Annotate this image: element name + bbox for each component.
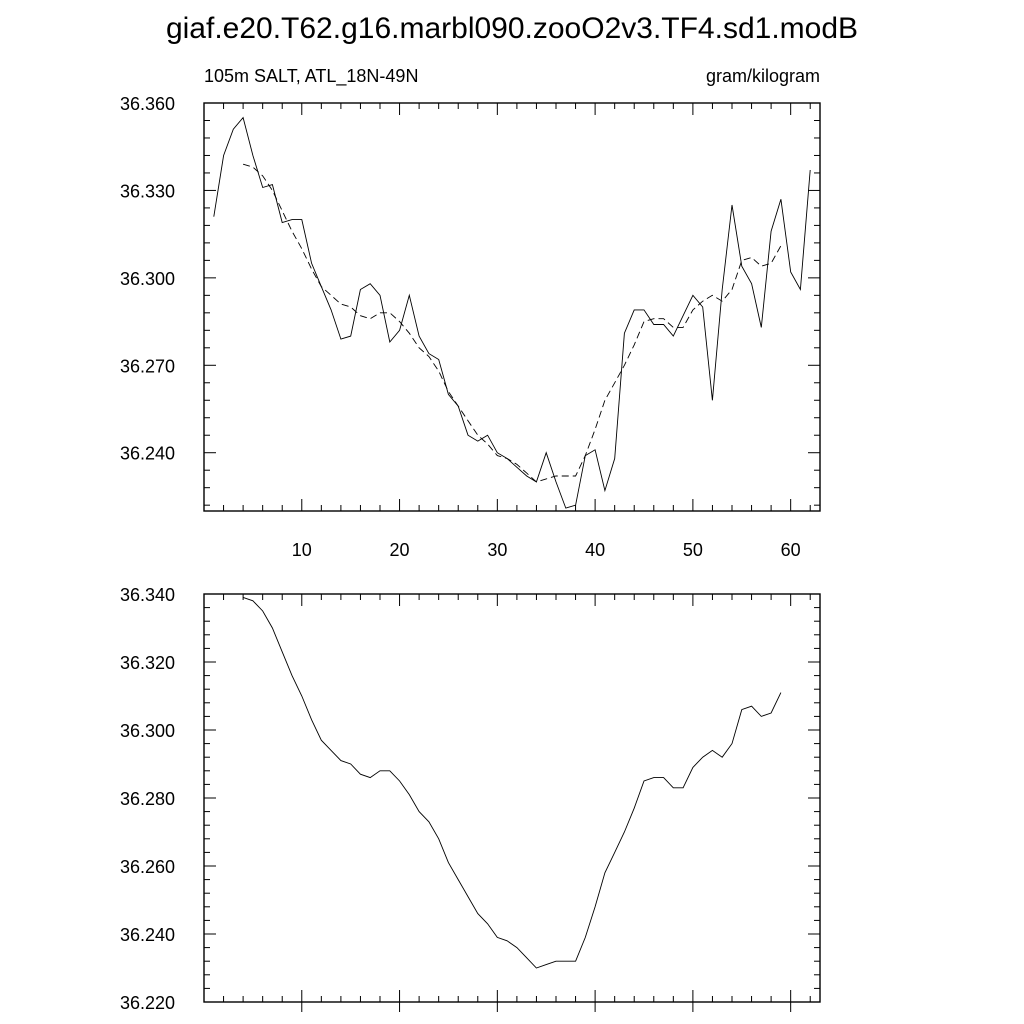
top-y-tick-label: 36.360 xyxy=(119,94,175,114)
bottom-y-tick-label: 36.340 xyxy=(119,585,175,605)
top-solid-series-line xyxy=(214,118,810,509)
top-panel-variable-label: 105m SALT, ATL_18N-49N xyxy=(204,66,419,86)
bottom-y-tick-label: 36.280 xyxy=(119,789,175,809)
top-y-tick-label: 36.240 xyxy=(119,443,175,464)
bottom-y-tick-label: 36.320 xyxy=(119,653,175,673)
top-x-tick-label: 10 xyxy=(291,540,312,560)
top-y-tick-label: 36.300 xyxy=(119,268,175,289)
top-panel-units-label: gram/kilogram xyxy=(705,66,820,86)
top-y-tick-label: 36.270 xyxy=(119,356,175,377)
top-x-tick-label: 50 xyxy=(682,540,703,560)
top-x-tick-label: 40 xyxy=(585,540,606,560)
bottom-panel-frame xyxy=(204,594,820,1002)
bottom-y-tick-label: 36.300 xyxy=(119,721,175,741)
figure-title: giaf.e20.T62.g16.marbl090.zooO2v3.TF4.sd1.modB xyxy=(165,12,859,45)
top-x-tick-label: 20 xyxy=(389,540,410,560)
bottom-y-tick-label: 36.220 xyxy=(119,993,175,1013)
top-dashed-series-line xyxy=(243,164,781,482)
top-x-tick-label: 30 xyxy=(487,540,508,560)
bottom-panel xyxy=(120,585,820,1013)
top-y-tick-label: 36.330 xyxy=(119,181,175,202)
top-x-tick-label: 60 xyxy=(780,540,801,560)
top-panel-frame xyxy=(204,103,820,511)
bottom-y-tick-label: 36.240 xyxy=(119,925,175,945)
top-panel xyxy=(120,66,820,560)
bottom-y-tick-label: 36.260 xyxy=(119,857,175,877)
bottom-solid-series-line xyxy=(243,597,781,968)
